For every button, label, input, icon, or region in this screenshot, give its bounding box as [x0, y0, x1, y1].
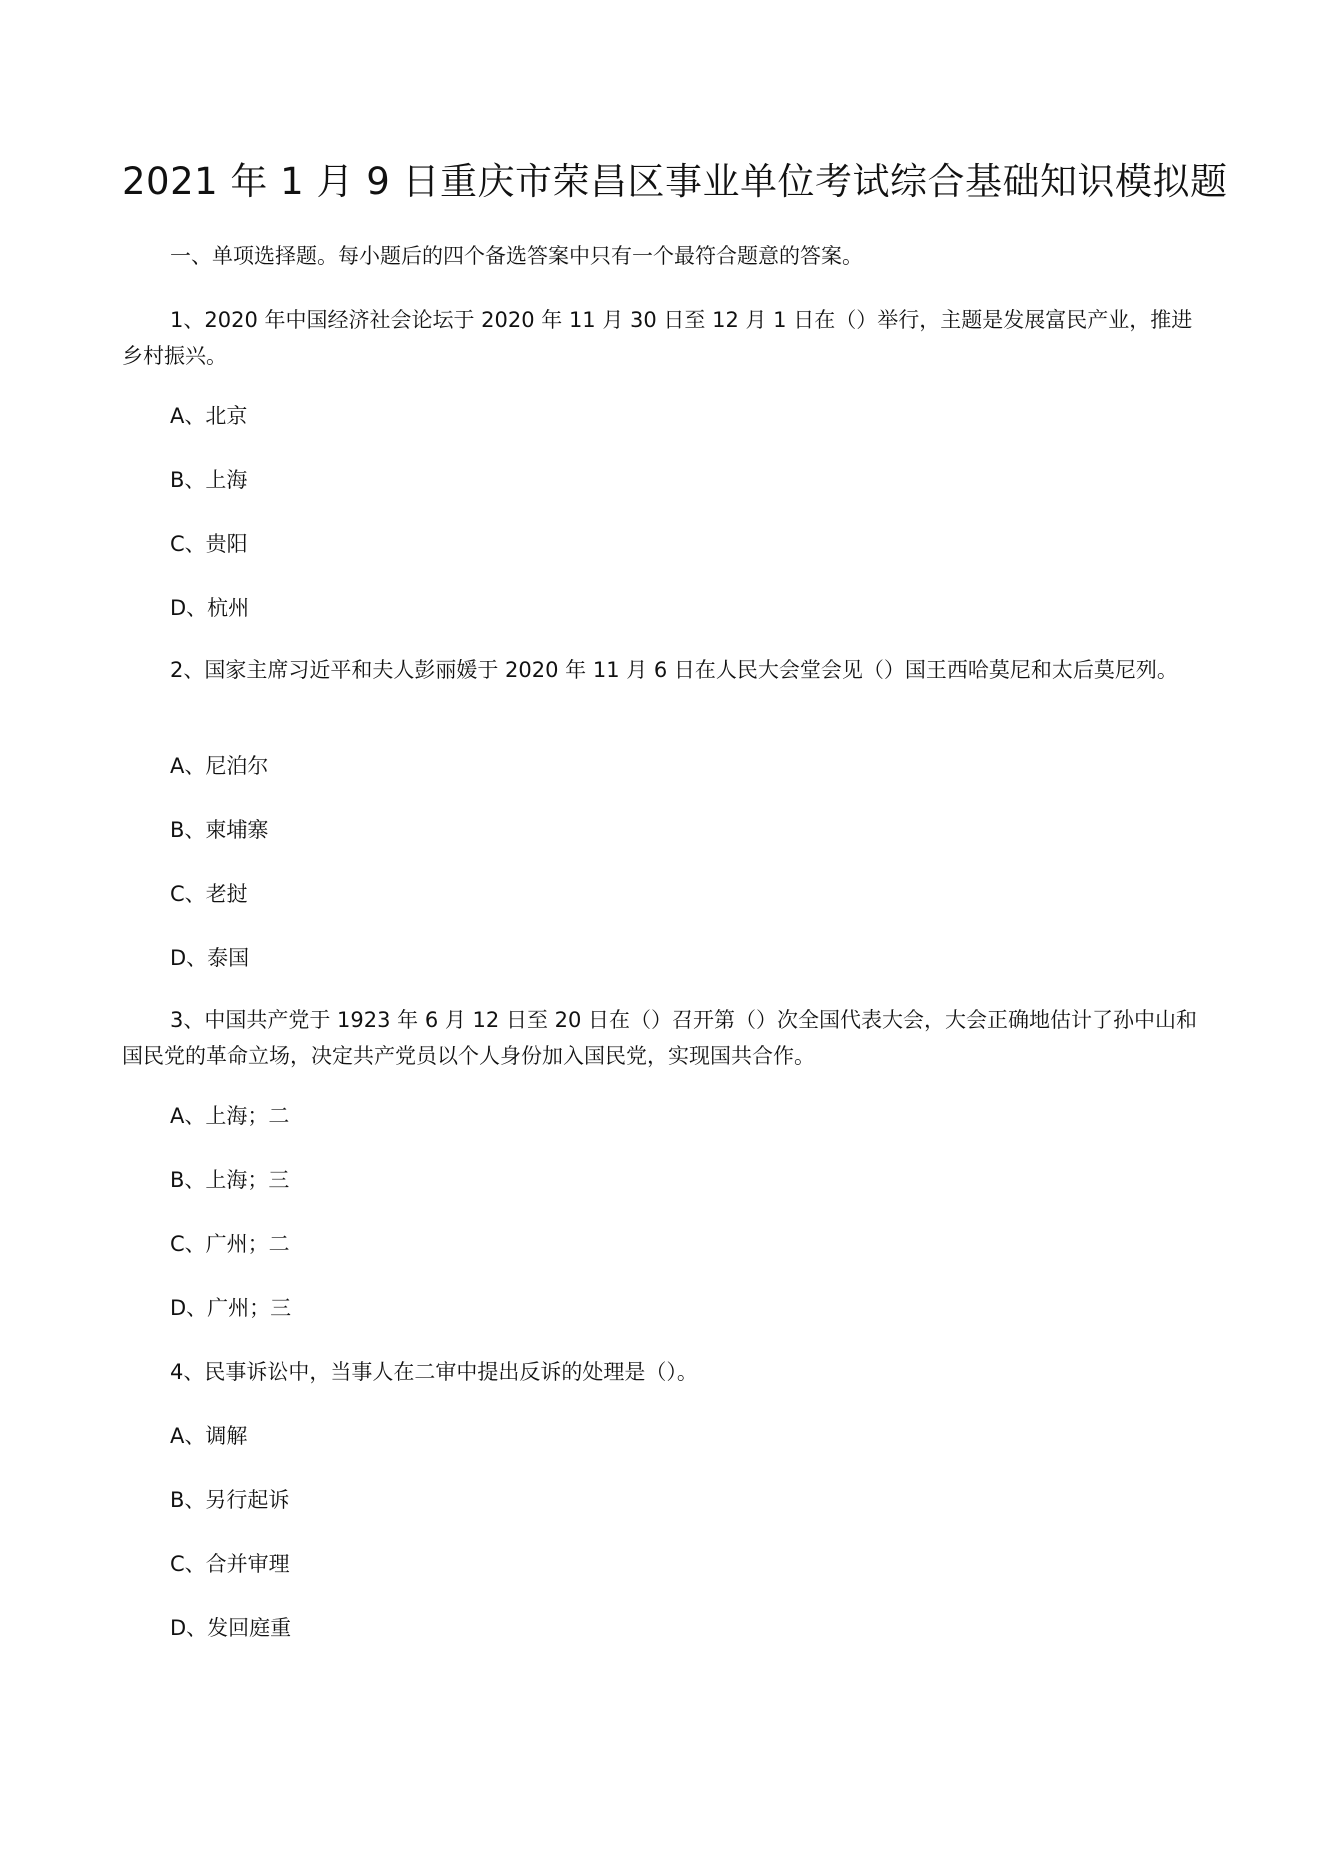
question-3-option-a: A、上海；二 [170, 1104, 290, 1128]
question-1-option-b: B、上海 [170, 468, 248, 492]
question-3-option-b: B、上海；三 [170, 1168, 290, 1192]
question-2-stem: 2、国家主席习近平和夫人彭丽媛于 2020 年 11 月 6 日在人民大会堂会见（）国王西哈莫尼和太后莫尼列。 [170, 658, 1178, 682]
question-3-option-c: C、广州；二 [170, 1232, 290, 1256]
question-2-option-b: B、柬埔寨 [170, 818, 269, 842]
question-2-option-a: A、尼泊尔 [170, 754, 269, 778]
question-1-option-a: A、北京 [170, 404, 248, 428]
question-3-stem: 3、中国共产党于 1923 年 6 月 12 日至 20 日在（）召开第（）次全国代表大会，大会正确地估计了孙中山和国民党的革命立场，决定共产党员以个人身份加入国民党，实现国共合作。 [122, 1008, 1198, 1068]
question-2-option-d: D、泰国 [170, 946, 250, 970]
section-heading: 一、单项选择题。每小题后的四个备选答案中只有一个最符合题意的答案。 [170, 244, 863, 268]
question-4-option-c: C、合并审理 [170, 1552, 290, 1576]
document-title: 2021 年 1 月 9 日重庆市荣昌区事业单位考试综合基础知识模拟题 [122, 160, 1228, 203]
question-4-stem: 4、民事诉讼中，当事人在二审中提出反诉的处理是（）。 [170, 1360, 698, 1384]
question-2-option-c: C、老挝 [170, 882, 248, 906]
question-4-option-a: A、调解 [170, 1424, 248, 1448]
question-4-option-d: D、发回庭重 [170, 1616, 292, 1640]
question-4-option-b: B、另行起诉 [170, 1488, 290, 1512]
question-1-option-d: D、杭州 [170, 596, 250, 620]
question-1-option-c: C、贵阳 [170, 532, 248, 556]
question-1-stem: 1、2020 年中国经济社会论坛于 2020 年 11 月 30 日至 12 月 1 日在（）举行，主题是发展富民产业，推进乡村振兴。 [122, 308, 1193, 368]
question-3-option-d: D、广州；三 [170, 1296, 292, 1320]
